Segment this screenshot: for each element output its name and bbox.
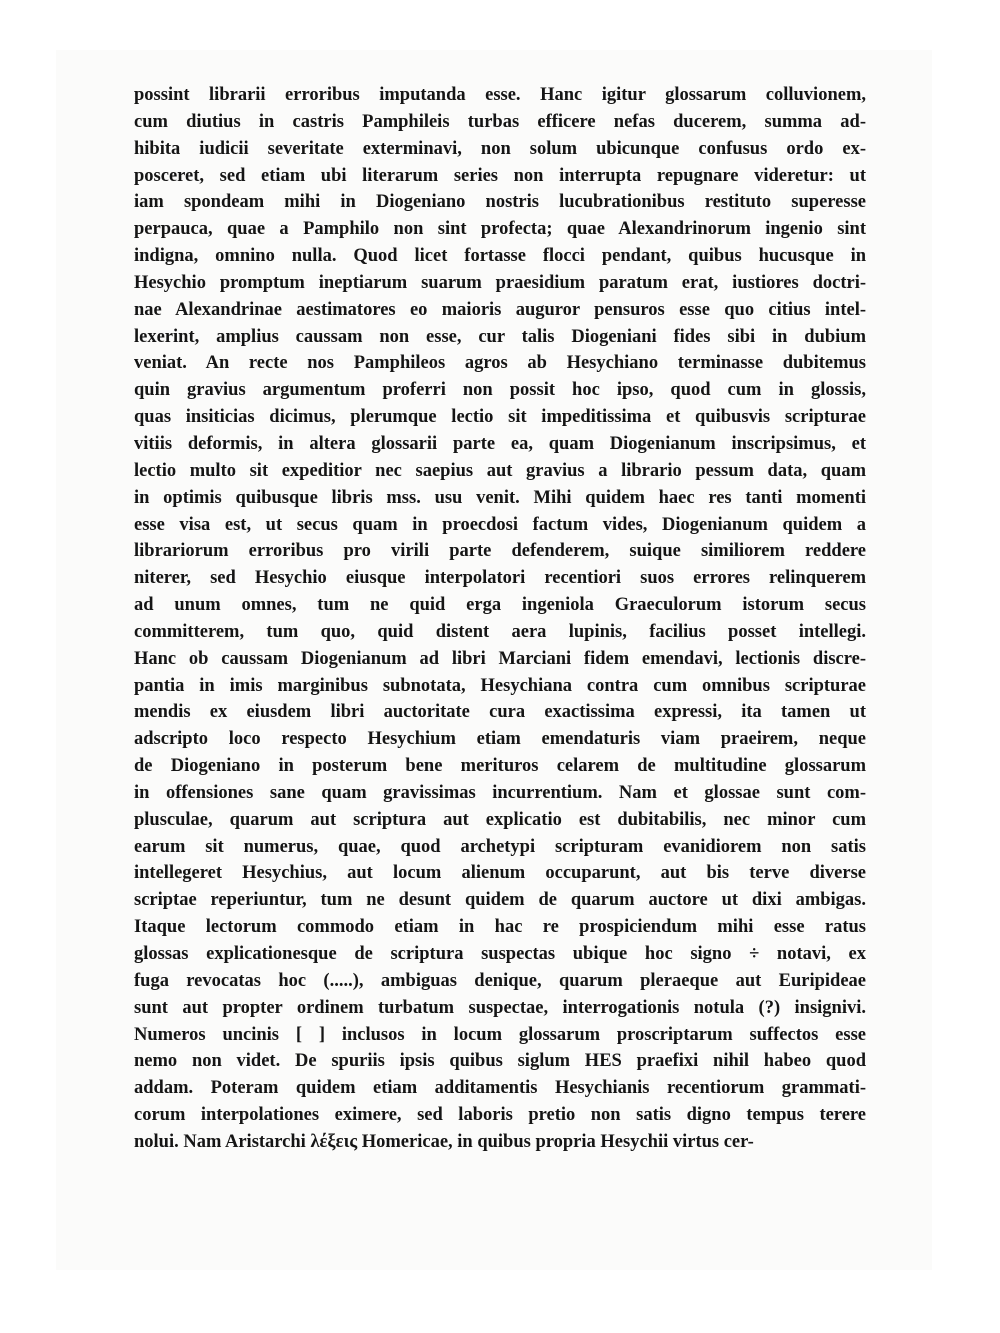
text-line: nae Alexandrinae aestimatores eo maioris auguror pensuros esse quo citius intel- [134, 299, 866, 320]
text-line: librariorum erroribus pro virili parte defenderem, suique similiorem reddere [134, 541, 866, 562]
text-line: in optimis quibusque libris mss. usu venit. Mihi quidem haec res tanti momenti [134, 487, 866, 508]
text-line: hibita iudicii severitate exterminavi, non solum ubicunque confusus ordo ex- [134, 138, 866, 159]
text-line: glossas explicationesque de scriptura suspectas ubique hoc signo ÷ notavi, ex [134, 944, 866, 964]
text-line: esse visa est, ut secus quam in proecdosi factum vides, Diogenianum quidem a [134, 514, 866, 535]
text-line: posceret, sed etiam ubi literarum series non interrupta repugnare videretur: ut [134, 165, 866, 186]
text-line: nolui. Nam Aristarchi λέξεις Homericae, in quibus propria Hesychii virtus cer- [134, 1131, 754, 1152]
text-line: addam. Poteram quidem etiam additamentis Hesychianis recentiorum grammati- [134, 1078, 866, 1099]
text-line: Itaque lectorum commodo etiam in hac re prospiciendum mihi esse ratus [134, 917, 866, 938]
text-line: iam spondeam mihi in Diogeniano nostris lucubrationibus restituto superesse [134, 192, 866, 213]
text-line: Numeros uncinis [ ] inclusos in locum glossarum proscriptarum suffectos esse [134, 1024, 866, 1045]
text-line: committerem, tum quo, quid distent aera lupinis, facilius posset intellegi. [134, 621, 866, 642]
text-line: perpauca, quae a Pamphilo non sint profecta; quae Alexandrinorum ingenio sint [134, 219, 866, 240]
text-line: niterer, sed Hesychio eiusque interpolatori recentiori suos errores relinquerem [134, 568, 866, 589]
text-line: pantia in imis marginibus subnotata, Hesychiana contra cum omnibus scripturae [134, 675, 866, 696]
text-line: earum sit numerus, quae, quod archetypi scripturam evanidiorem non satis [134, 836, 866, 857]
text-line: fuga revocatas hoc (.....), ambiguas denique, quarum pleraeque aut Euripideae [134, 970, 866, 991]
text-line: lexerint, amplius caussam non esse, cur talis Diogeniani fides sibi in dubium [134, 326, 866, 347]
text-line: quin gravius argumentum proferri non possit hoc ipso, quod cum in glossis, [134, 380, 866, 401]
text-line: ad unum omnes, tum ne quid erga ingeniola Graeculorum istorum secus [134, 595, 866, 616]
text-line: indigna, omnino nulla. Quod licet fortasse flocci pendant, quibus hucusque in [134, 246, 866, 267]
text-line: in offensiones sane quam gravissimas incurrentium. Nam et glossae sunt com- [134, 782, 866, 803]
text-line: quas insiticias dicimus, plerumque lectio sit impeditissima et quibusvis scripturae [134, 407, 866, 428]
text-line: mendis ex eiusdem libri auctoritate cura exactissima expressi, ita tamen ut [134, 702, 866, 723]
text-line: scriptae reperiuntur, tum ne desunt quidem de quarum auctore ut dixi ambigas. [134, 890, 866, 911]
text-line: possint librarii erroribus imputanda esse. Hanc igitur glossarum colluvionem, [134, 85, 866, 105]
text-line: plusculae, quarum aut scriptura aut explicatio est dubitabilis, nec minor cum [134, 809, 866, 830]
text-line: intellegeret Hesychius, aut locum alienum occuparunt, aut bis terve diverse [134, 863, 866, 884]
text-line: lectio multo sit expeditior nec saepius aut gravius a librario pessum data, quam [134, 460, 866, 481]
text-line: Hanc ob caussam Diogenianum ad libri Marciani fidem emendavi, lectionis discre- [134, 648, 866, 669]
text-line: sunt aut propter ordinem turbatum suspectae, interrogationis notula (?) insignivi. [134, 997, 866, 1018]
text-line: veniat. An recte nos Pamphileos agros ab Hesychiano terminasse dubitemus [134, 353, 866, 374]
text-line: nemo non videt. De spuriis ipsis quibus siglum HES praefixi nihil habeo quod [134, 1051, 866, 1072]
text-line: de Diogeniano in posterum bene merituros celarem de multitudine glossarum [134, 756, 866, 777]
text-line: vitiis deformis, in altera glossarii parte ea, quam Diogenianum inscripsimus, et [134, 433, 866, 454]
text-line: cum diutius in castris Pamphileis turbas efficere nefas ducerem, summa ad- [134, 111, 866, 132]
body-text [134, 82, 866, 1156]
text-line: Hesychio promptum ineptiarum suarum praesidium paratum erat, iustiores doctri- [134, 272, 866, 293]
text-line: corum interpolationes eximere, sed laboris pretio non satis digno tempus terere [134, 1105, 866, 1126]
text-line: adscripto loco respecto Hesychium etiam emendaturis viam praeirem, neque [134, 729, 866, 750]
